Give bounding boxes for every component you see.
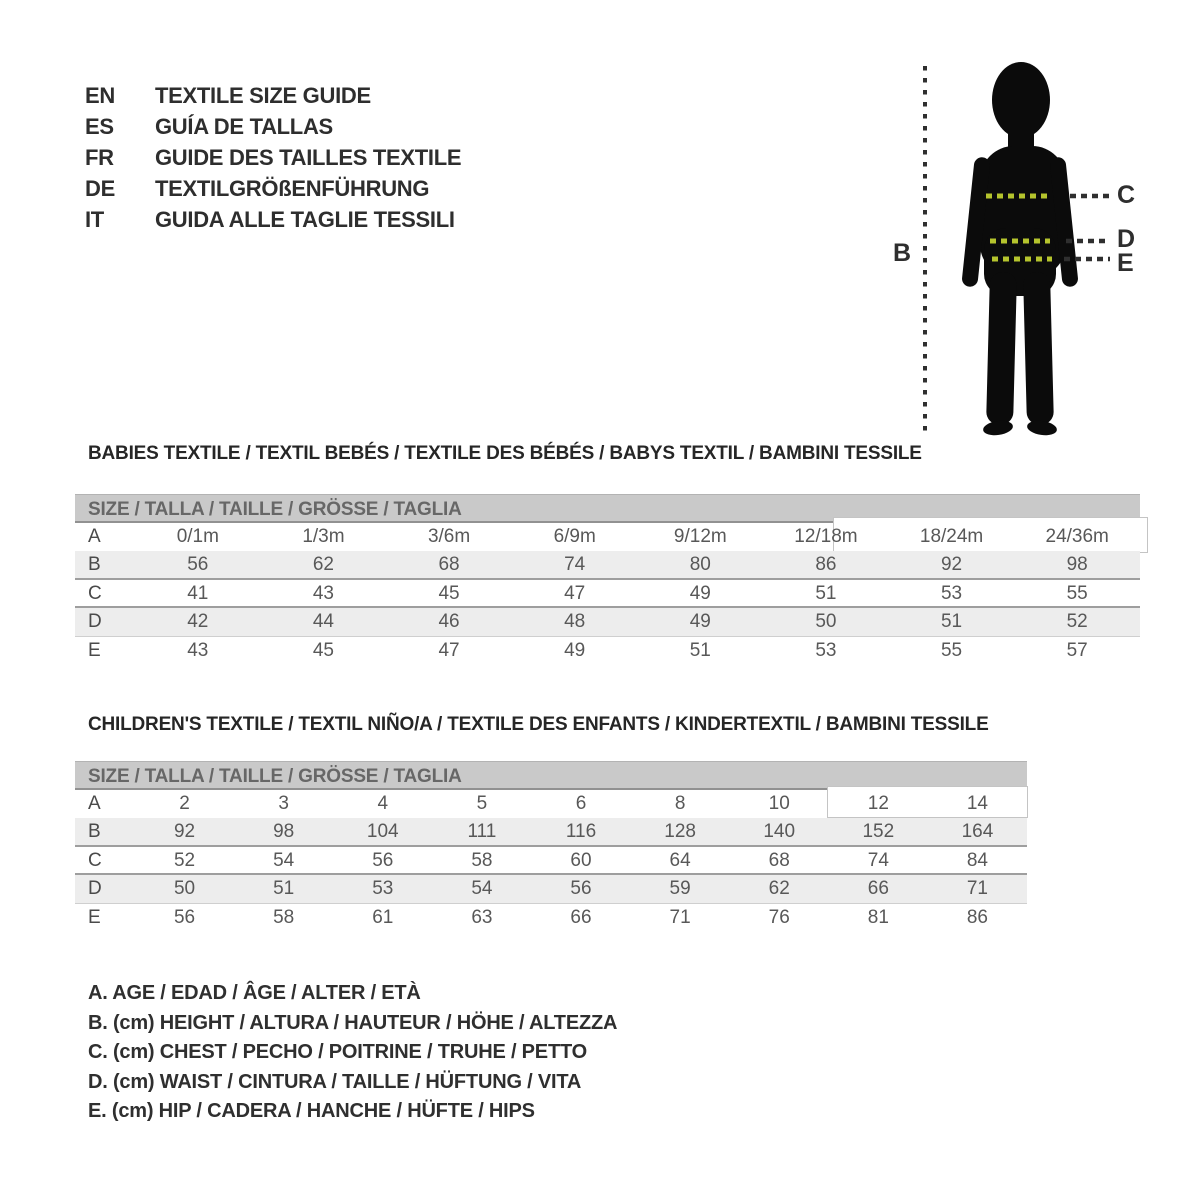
table-cell: 10 — [768, 793, 790, 814]
table-row — [75, 637, 1140, 665]
table-cell: 80 — [689, 554, 711, 576]
table-cell: 58 — [273, 906, 295, 928]
list-item — [85, 80, 461, 111]
table-row — [75, 847, 1027, 875]
table-cell: 2 — [179, 793, 190, 814]
language-code: DE — [85, 176, 115, 201]
language-code: EN — [85, 83, 115, 108]
figure-label-chest: C — [1117, 181, 1136, 209]
legend-age: A. AGE / EDAD / ÂGE / ALTER / ETÀ — [88, 982, 421, 1004]
table-body — [75, 523, 1140, 665]
table-cell: 76 — [768, 906, 790, 928]
row-label: B — [88, 821, 101, 843]
row-label: A — [88, 526, 101, 547]
table-cell: 12 — [867, 793, 889, 814]
row-label: D — [88, 878, 102, 900]
table-row — [75, 608, 1140, 636]
table-row — [75, 523, 1140, 551]
table-cell: 51 — [815, 582, 837, 604]
table-cell: 9/12m — [673, 526, 727, 547]
table-cell: 4 — [377, 793, 389, 814]
list-item — [85, 142, 461, 173]
table-cell: 48 — [564, 611, 586, 633]
measurement-legend — [88, 979, 617, 1127]
babies-section-title: BABIES TEXTILE / TEXTIL BEBÉS / TEXTILE DES BÉBÉS / BABYS TEXTIL / BAMBINI TESSILE — [88, 443, 922, 464]
table-cell: 49 — [564, 639, 586, 661]
table-cell: 68 — [438, 554, 460, 576]
table-cell: 56 — [187, 554, 209, 576]
table-cell: 60 — [570, 849, 592, 871]
table-cell: 54 — [273, 849, 295, 871]
table-cell: 52 — [173, 849, 196, 871]
guide-title: TEXTILGRÖßENFÜHRUNG — [155, 176, 430, 201]
table-cell: 56 — [570, 878, 592, 900]
table-row — [75, 790, 1027, 818]
table-cell: 98 — [1066, 554, 1088, 576]
guide-title: TEXTILE SIZE GUIDE — [155, 83, 371, 108]
legend-waist: D. (cm) WAIST / CINTURA / TAILLE / HÜFTUNG / VITA — [88, 1070, 582, 1093]
table-cell: 74 — [867, 849, 889, 871]
table-cell: 74 — [564, 554, 586, 576]
row-label: B — [88, 554, 101, 576]
table-cell: 49 — [689, 611, 711, 633]
table-cell: 14 — [966, 793, 988, 814]
table-cell: 46 — [438, 611, 460, 633]
size-table-header: SIZE / TALLA / TAILLE / GRÖSSE / TAGLIA — [75, 494, 1140, 523]
table-cell: 92 — [173, 821, 196, 843]
table-cell: 47 — [438, 639, 460, 661]
list-item — [85, 173, 461, 204]
table-cell: 51 — [940, 611, 963, 633]
children-size-table — [75, 761, 1027, 932]
table-cell: 50 — [173, 878, 196, 900]
table-cell: 53 — [815, 639, 837, 661]
table-cell: 152 — [862, 821, 895, 843]
table-cell: 6/9m — [553, 526, 596, 547]
figure-label-waist: D — [1117, 225, 1136, 253]
table-cell: 62 — [312, 554, 334, 576]
table-cell: 6 — [575, 793, 587, 814]
table-cell: 47 — [564, 582, 586, 604]
table-cell: 44 — [312, 611, 334, 633]
table-cell: 71 — [669, 906, 691, 928]
table-cell: 24/36m — [1045, 526, 1109, 547]
list-item — [85, 204, 461, 235]
table-cell: 45 — [438, 582, 460, 604]
table-cell: 84 — [966, 849, 988, 871]
table-cell: 66 — [570, 906, 592, 928]
table-cell: 58 — [471, 849, 493, 871]
table-row — [75, 875, 1027, 903]
table-cell: 3 — [278, 793, 289, 814]
legend-height: B. (cm) HEIGHT / ALTURA / HAUTEUR / HÖHE / ALTEZZA — [88, 1011, 618, 1034]
list-item — [85, 111, 461, 142]
table-cell: 140 — [763, 821, 796, 843]
table-cell: 5 — [476, 793, 488, 814]
table-cell: 42 — [187, 611, 209, 633]
table-cell: 104 — [366, 821, 399, 843]
size-table-header: SIZE / TALLA / TAILLE / GRÖSSE / TAGLIA — [75, 761, 1027, 790]
table-cell: 56 — [372, 849, 394, 871]
table-cell: 3/6m — [427, 526, 471, 547]
figure-label-height: B — [893, 239, 912, 267]
table-cell: 81 — [867, 906, 889, 928]
table-cell: 8 — [674, 793, 686, 814]
table-row — [75, 551, 1140, 579]
table-cell: 0/1m — [176, 526, 219, 547]
table-cell: 51 — [273, 878, 295, 900]
language-code: IT — [85, 207, 104, 232]
figure-label-hip: E — [1117, 249, 1134, 277]
table-cell: 53 — [940, 582, 963, 604]
language-title-list — [85, 80, 461, 235]
row-label: C — [88, 582, 102, 604]
row-label: D — [88, 611, 102, 633]
table-cell: 55 — [1066, 582, 1088, 604]
table-cell: 98 — [273, 821, 295, 843]
guide-title: GUÍA DE TALLAS — [155, 114, 333, 139]
table-cell: 92 — [940, 554, 963, 576]
table-row — [75, 580, 1140, 608]
table-cell: 71 — [966, 878, 988, 900]
table-cell: 53 — [372, 878, 394, 900]
language-code: FR — [85, 145, 114, 170]
table-cell: 116 — [565, 821, 597, 843]
guide-title: GUIDE DES TAILLES TEXTILE — [155, 145, 462, 170]
table-cell: 68 — [768, 849, 790, 871]
table-cell: 56 — [173, 906, 196, 928]
table-cell: 64 — [669, 849, 691, 871]
row-label: E — [88, 639, 101, 661]
row-label: C — [88, 849, 102, 871]
children-section-title: CHILDREN'S TEXTILE / TEXTIL NIÑO/A / TEXTILE DES ENFANTS / KINDERTEXTIL / BAMBINI TESSILE — [88, 714, 989, 735]
table-cell: 86 — [815, 554, 837, 576]
table-cell: 111 — [467, 821, 497, 843]
legend-hip: E. (cm) HIP / CADERA / HANCHE / HÜFTE / HIPS — [88, 1100, 535, 1123]
table-cell: 164 — [961, 821, 994, 843]
table-cell: 52 — [1066, 611, 1088, 633]
table-cell: 62 — [768, 878, 790, 900]
table-cell: 41 — [187, 582, 209, 604]
table-cell: 50 — [815, 611, 837, 633]
row-label: A — [88, 793, 101, 814]
table-cell: 1/3m — [302, 526, 345, 547]
table-cell: 63 — [471, 906, 493, 928]
table-cell: 51 — [689, 639, 711, 661]
table-cell: 45 — [312, 639, 334, 661]
babies-size-table — [75, 494, 1140, 665]
table-cell: 61 — [372, 906, 394, 928]
legend-chest: C. (cm) CHEST / PECHO / POITRINE / TRUHE / PETTO — [88, 1041, 587, 1064]
table-row — [75, 818, 1027, 846]
table-cell: 43 — [187, 639, 209, 661]
table-cell: 59 — [669, 878, 691, 900]
table-cell: 66 — [867, 878, 889, 900]
table-cell: 86 — [966, 906, 988, 928]
table-cell: 54 — [471, 878, 493, 900]
table-row — [75, 904, 1027, 932]
row-label: E — [88, 906, 101, 928]
table-body — [75, 790, 1027, 932]
table-cell: 57 — [1066, 639, 1088, 661]
table-cell: 128 — [664, 821, 696, 843]
table-cell: 18/24m — [919, 526, 984, 547]
table-cell: 49 — [689, 582, 711, 604]
table-cell: 55 — [940, 639, 963, 661]
table-cell: 12/18m — [794, 526, 858, 547]
guide-title: GUIDA ALLE TAGLIE TESSILI — [155, 207, 455, 232]
table-cell: 43 — [312, 582, 334, 604]
language-code: ES — [85, 114, 114, 139]
